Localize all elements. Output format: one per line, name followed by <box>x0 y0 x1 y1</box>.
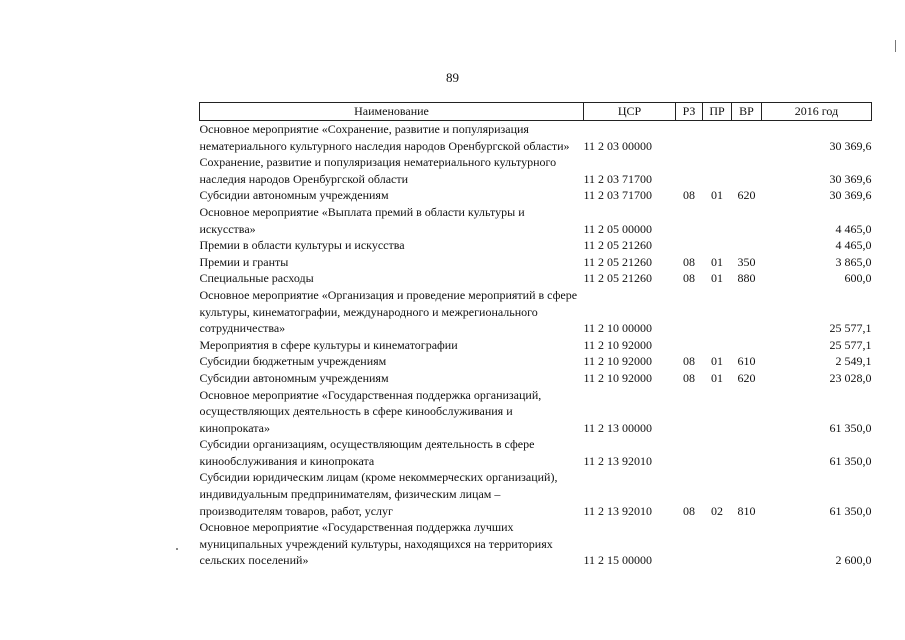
row-rz: 08 <box>683 188 695 203</box>
row-pr <box>703 121 732 155</box>
row-pr: 01 <box>711 188 723 203</box>
header-rz: РЗ <box>676 103 703 121</box>
row-rz <box>676 337 703 354</box>
row-csr: 11 2 03 71700 <box>583 188 653 203</box>
row-pr: 01 <box>711 354 723 369</box>
row-csr: 11 2 03 71700 <box>583 171 653 186</box>
header-csr: ЦСР <box>584 103 676 121</box>
row-amount: 25 577,1 <box>829 337 872 352</box>
row-vr <box>732 237 762 254</box>
header-vr: ВР <box>732 103 762 121</box>
table-row <box>200 436 872 469</box>
row-vr: 810 <box>737 503 756 518</box>
row-name: Премии в области культуры и искусства <box>199 238 405 253</box>
row-name: Основное мероприятие «Государственная поддержка лучших муниципальных учреждений культуры, находящихся на территориях сельских поселений» <box>199 520 553 568</box>
row-csr: 11 2 05 21260 <box>583 254 653 269</box>
row-rz: 08 <box>683 370 695 385</box>
row-pr: 02 <box>711 503 723 518</box>
row-name: Премии и гранты <box>199 254 289 269</box>
table-row <box>200 287 872 337</box>
table-row <box>200 254 872 271</box>
row-name: Основное мероприятие «Сохранение, развитие и популяризация нематериального культурного наследия народов Оренбургской области» <box>199 122 570 153</box>
row-name: Мероприятия в сфере культуры и кинематографии <box>199 337 458 352</box>
row-name: Субсидии автономным учреждениям <box>199 370 389 385</box>
row-rz <box>676 237 703 254</box>
table-row <box>200 387 872 437</box>
row-csr: 11 2 15 00000 <box>583 553 653 568</box>
row-amount: 23 028,0 <box>829 370 872 385</box>
scan-edge-mark <box>895 40 896 52</box>
row-name: Основное мероприятие «Выплата премий в области культуры и искусства» <box>199 204 525 236</box>
row-rz <box>676 121 703 155</box>
row-csr: 11 2 10 00000 <box>583 321 653 336</box>
row-amount: 61 350,0 <box>829 420 872 435</box>
row-amount: 30 369,6 <box>829 171 872 186</box>
row-name: Основное мероприятие «Организация и проведение мероприятий в сфере культуры, кинематографии, международного и межрегионального сотрудничества» <box>199 287 578 336</box>
table-row <box>200 353 872 370</box>
row-vr <box>732 436 762 469</box>
row-amount: 30 369,6 <box>829 138 872 153</box>
table-row <box>200 337 872 354</box>
table-row <box>200 469 872 519</box>
table-row <box>200 121 872 155</box>
row-amount: 4 465,0 <box>835 221 872 236</box>
row-rz <box>676 287 703 337</box>
row-name: Субсидии бюджетным учреждениям <box>199 354 387 369</box>
row-amount: 4 465,0 <box>835 238 872 253</box>
row-amount: 25 577,1 <box>829 321 872 336</box>
row-pr <box>703 436 732 469</box>
row-rz: 08 <box>683 503 695 518</box>
row-name: Сохранение, развитие и популяризация нематериального культурного наследия народов Оренбургской области <box>199 155 557 186</box>
row-vr <box>732 337 762 354</box>
row-pr: 01 <box>711 254 723 269</box>
row-rz <box>676 436 703 469</box>
row-rz: 08 <box>683 271 695 286</box>
row-pr: 01 <box>711 370 723 385</box>
header-name: Наименование <box>200 103 584 121</box>
row-vr: 620 <box>737 370 756 385</box>
row-name: Специальные расходы <box>199 271 314 286</box>
row-name: Субсидии автономным учреждениям <box>199 188 389 203</box>
row-csr: 11 2 13 92010 <box>583 503 653 518</box>
page-number: 89 <box>446 70 459 85</box>
row-vr <box>732 387 762 437</box>
row-rz <box>676 204 703 237</box>
row-pr <box>703 387 732 437</box>
row-rz <box>676 387 703 437</box>
row-vr <box>732 519 762 569</box>
row-csr: 11 2 05 21260 <box>583 238 653 253</box>
row-rz <box>676 154 703 187</box>
row-pr <box>703 237 732 254</box>
table-row <box>200 204 872 237</box>
row-rz <box>676 519 703 569</box>
row-csr: 11 2 13 00000 <box>583 420 653 435</box>
row-csr: 11 2 10 92000 <box>583 370 653 385</box>
table-row <box>200 237 872 254</box>
row-vr <box>732 204 762 237</box>
row-name: Основное мероприятие «Государственная поддержка организаций, осуществляющих деятельность в сфере кинообслуживания и кинопроката» <box>199 387 542 435</box>
header-year: 2016 год <box>762 103 872 121</box>
header-pr: ПР <box>703 103 732 121</box>
row-csr: 11 2 13 92010 <box>583 453 653 468</box>
row-csr: 11 2 05 21260 <box>583 271 653 286</box>
table-row <box>200 187 872 204</box>
row-pr: 01 <box>711 271 723 286</box>
scan-speck <box>176 548 178 550</box>
table-header-row <box>200 103 872 121</box>
row-amount: 2 600,0 <box>835 553 872 568</box>
table-row <box>200 519 872 569</box>
row-vr: 620 <box>737 188 756 203</box>
row-csr: 11 2 05 00000 <box>583 221 653 236</box>
row-vr <box>732 287 762 337</box>
row-vr: 610 <box>737 354 756 369</box>
row-rz: 08 <box>683 354 695 369</box>
row-csr: 11 2 10 92000 <box>583 354 653 369</box>
row-pr <box>703 204 732 237</box>
row-csr: 11 2 10 92000 <box>583 337 653 352</box>
row-amount: 61 350,0 <box>829 453 872 468</box>
row-vr <box>732 121 762 155</box>
row-amount: 61 350,0 <box>829 503 872 518</box>
row-amount: 600,0 <box>844 271 872 286</box>
row-name: Субсидии организациям, осуществляющим деятельность в сфере кинообслуживания и кинопроката <box>199 437 535 468</box>
row-pr <box>703 519 732 569</box>
row-vr: 350 <box>737 254 756 269</box>
table-row <box>200 270 872 287</box>
row-name: Субсидии юридическим лицам (кроме некоммерческих организаций), индивидуальным предпринимателям, физическим лицам – производителям товаров, работ, услуг <box>199 470 558 518</box>
row-pr <box>703 337 732 354</box>
table-row <box>200 370 872 387</box>
row-vr: 880 <box>737 271 756 286</box>
table-body <box>200 121 872 570</box>
row-amount: 2 549,1 <box>835 354 872 369</box>
row-pr <box>703 154 732 187</box>
row-amount: 30 369,6 <box>829 188 872 203</box>
row-rz: 08 <box>683 254 695 269</box>
table-row <box>200 154 872 187</box>
row-amount: 3 865,0 <box>835 254 872 269</box>
row-pr <box>703 287 732 337</box>
row-vr <box>732 154 762 187</box>
row-csr: 11 2 03 00000 <box>583 138 653 153</box>
budget-table <box>199 102 872 569</box>
